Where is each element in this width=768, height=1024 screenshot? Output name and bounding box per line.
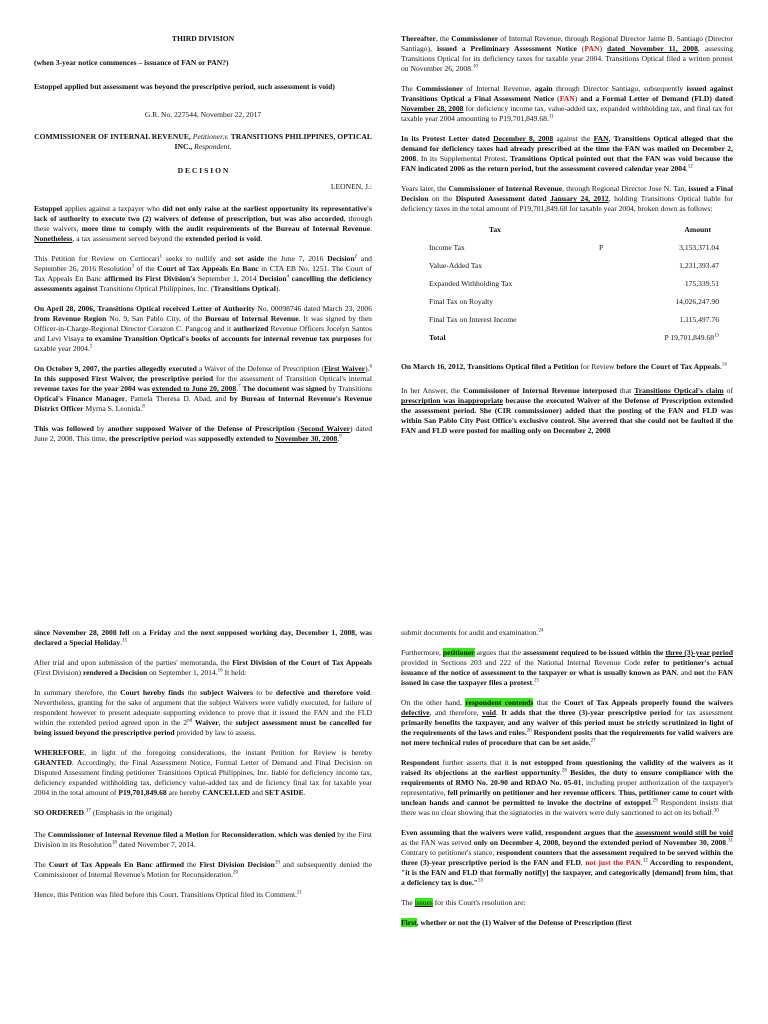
table-cell-currency [599, 258, 613, 276]
paragraph-final-decision: Years later, the Commissioner of Internal Revenue, through Regional Director Jose N. Tan, issued a Final Decision on the Disputed Assessment dated January 24, 2012, holding Transitions Optical liable for deficiency taxes in the total amount of P19,701,849.68 for taxable year 2004, broken down as follows: [401, 184, 734, 214]
paragraph-even-assuming: Even assuming that the waivers were valid, respondent argues that the assessment would still be void as the FAN was served only on December 4, 2008, beyond the extended period of November 30, 2008.31 Contrary to petitioner's stance, respondent counters that the assessment required to be served within the three (3)-year prescriptive period is the FAN and FLD, not just the PAN.$^{32}$ According to respondent, "it is the FAN and FLD that formally notif[y] the taxpayer, and categorically [demand] from him, that a deficiency tax is due."$^{33}$ [401, 828, 733, 888]
table-header-tax: Tax [489, 225, 501, 235]
table-cell-tax: Final Tax on Royalty [429, 297, 494, 307]
paragraph-protest-letter: In its Protest Letter dated December 8, 2008 against the FAN, Transitions Optical alleged that the demand for deficiency taxes had already prescribed at the time the FAN was mailed on December 2, 2008. In its Supplemental Protest, Transitions Optical pointed out that the FAN was void because the FAN indicated 2006 as the return period, but the assessment covered calendar year 2004.12 [401, 134, 733, 174]
paragraph-submit-documents: submit documents for audit and examination.$^{24}$ [401, 628, 544, 637]
table-cell-amount: 3,153,371.04 [679, 243, 719, 253]
paragraph-first-waiver: On October 9, 2007, the parties allegedly executed a Waiver of the Defense of Prescription (First Waiver).$^6$ In this supposed First Waiver, the prescriptive period for the assessment of Transition Optical's internal revenue taxes for the year 2004 was extended to June 20, 2008.$^7$ The document was signed by Transitions Optical's Finance Manager, Pamela Theresa D. Abad, and by Bureau of Internal Revenue's Revenue District Officer Myrna S. Leonida.$^8$ [34, 364, 373, 414]
table-header-amount: Amount [684, 225, 711, 235]
quoted-summary: In summary therefore, the Court hereby finds the subject Waivers to be defective and therefore void. Nevertheless, granting for the sake of argument that the subject Waivers were validly executed, for failure of respondent however to present adequate supporting evidence to prove that it issued the FAN and the FLD within the extended period agreed upon in the 2nd Waiver, the subject assessment must be cancelled for being issued beyond the prescriptive period provided by law to assess. [34, 688, 372, 738]
paragraph-petitioner-argues: Furthermore, petitioner argues that the assessment required to be issued within the three (3)-year period provided in Sections 203 and 222 of the National Internal Revenue Code refer to petitioner's actual issuance of the notice of assessment to the taxpayer or what is usually known as PAN, and not the FAN issued in case the taxpayer files a protest.$^{25}$ [401, 648, 734, 688]
paragraph-hence: Hence, this Petition was filed before this Court. Transitions Optical filed its Comment.$^{21}$ [34, 890, 303, 900]
case-parties: COMMISSIONER OF INTERNAL REVENUE, Petitioner,v. TRANSITIONS PHILIPPINES, OPTICAL INC., Respondent. [34, 132, 372, 152]
paragraph-first-issue: First, whether or not the (1) Waiver of the Defense of Prescription (first [401, 918, 632, 928]
table-total-amount: P 19,701,849.68$^{13}$ [664, 333, 719, 343]
table-cell-amount: 1,115,497.76 [679, 315, 719, 325]
table-total-label: Total [429, 333, 446, 343]
table-cell-tax: Expanded Withholding Tax [429, 279, 513, 289]
table-cell-tax: Value-Added Tax [429, 261, 483, 271]
paragraph-second-waiver: This was followed by another supposed Waiver of the Defense of Prescription (Second Waiver) dated June 2, 2008. This time, the prescriptive period was supposedly extended to November 30, 2008.$^9$ [34, 424, 372, 444]
paragraph-special-holiday: since November 28, 2008 fell on a Friday and the next supposed working day, December 1, 2008, was declared a Special Holiday.$^{15}$ [34, 628, 372, 648]
paragraph-letter-of-authority: On April 28, 2006, Transitions Optical received Letter of Authority No. 00098746 dated March 23, 2006 from Revenue Region No. 9, San Pablo City, of the Bureau of Internal Revenue. It was signed by then Officer-in-Charge-Regional Director Corazon C. Pangcog and it authorized Revenue Officers Jocelyn Santos and Levi Visaya to examine Transition Optical's books of accounts for internal revenue tax purposes for taxable year 2004.$^5$ [34, 304, 372, 354]
paragraph-first-division: After trial and upon submission of the parties' memoranda, the First Division of the Court of Tax Appeals (First Division) rendered a Decision on September 1, 2014.16 It held: [34, 658, 372, 678]
paragraph-issues: The issues for this Court's resolution are: [401, 898, 526, 908]
table-cell-currency: P [599, 243, 604, 253]
ponente: LEONEN, J.: [330, 182, 372, 192]
table-cell-amount: 1,231,393.47 [679, 261, 719, 271]
tax-breakdown-table [429, 222, 719, 348]
paragraph-pan: Thereafter, the Commissioner of Internal Revenue, through Regional Director Jaime B. Santiago (Director Santiago), issued a Preliminary Assessment Notice (PAN) dated November 11, 2008, assessing Transitions Optical for its deficiency taxes for taxable year 2004. Transitions Optical filed a written protest on November 26, 2008.10 [401, 34, 734, 74]
table-cell-tax: Income Tax [429, 243, 465, 253]
paragraph-cir-answer: In her Answer, the Commissioner of Internal Revenue interposed that Transitions Optical's claim of prescription was inappropriate because the executed Waiver of the Defense of Prescription extended the assessment period. She (CIR commissioner) added that the posting of the FAN and FLD was within San Pablo City Post Office's exclusive control. She averred that she could not be faulted if the FAN and FLD were posted for mailing only on December 2, 2008 [401, 386, 733, 436]
quoted-dispositive: WHEREFORE, in light of the foregoing considerations, the instant Petition for Review is hereby GRANTED. Accordingly, the Final Assessment Notice, Formal Letter of Demand and Final Decision on Disputed Assessment finding petitioner Transitions Optical Philippines, Inc. liable for deficiency income tax, deficiency expanded withholding tax, deficiency value-added tax and de ficiency final tax for taxable year 2004 in the total amount of P19,701,849.68 are hereby CANCELLED and SET ASIDE. [34, 748, 372, 798]
table-row [429, 258, 719, 276]
left-column-top [34, 34, 372, 444]
case-number: G.R. No. 227544, November 22, 2017 [144, 110, 262, 120]
table-cell-amount: 14,026,247.90 [675, 297, 719, 307]
paragraph-respondent-contends: On the other hand, respondent contends that the Court of Tax Appeals properly found the waivers defective, and therefore, void. It adds that the three (3)-year prescriptive period for tax assessment primarily benefits the taxpayer, and any waiver of this period must be strictly scrutinized in light of the requirements of the laws and rules.$^{26}$ Respondent posits that the requirements for valid waivers are not mere technical rules of procedure that can be set aside.$^{27}$ [401, 698, 734, 748]
paragraph-cta-petition: On March 16, 2012, Transitions Optical filed a Petition for Review before the Court of Tax Appeals.$^{14}$ [401, 362, 727, 372]
table-row [429, 294, 719, 312]
paragraph-fan: The Commissioner of Internal Revenue, again through Director Santiago, subsequently issued against Transitions Optical a Final Assessment Notice (FAN) and a Formal Letter of Demand (FLD) dated November 28, 2008 for deficiency income tax, value-added tax, expanded withholding tax, and final tax for taxable year 2004 amounting to P19,701,849.68.11 [401, 84, 734, 124]
table-cell-currency [599, 294, 613, 312]
table-total-row [429, 330, 719, 348]
table-cell-currency [599, 276, 613, 294]
left-column-bottom [34, 628, 372, 900]
right-column-top [401, 34, 733, 436]
paragraph-motion-reconsideration: The Commissioner of Internal Revenue filed a Motion for Reconsideration, which was denied by the First Division in its Resolution$^{18}$ dated November 7, 2014. [34, 830, 372, 850]
division-heading: THIRD DIVISION [171, 34, 235, 43]
table-cell-amount: 175,339.51 [684, 279, 719, 289]
issue-question: (when 3-year notice commences – issuance of FAN or PAN?) [34, 58, 229, 68]
doctrine-note: Estoppel applied but assessment was beyond the prescriptive period, such assessment is void) [34, 82, 335, 92]
right-column-bottom [401, 628, 733, 928]
paragraph-respondent-asserts: Respondent further asserts that it is not estopped from questioning the validity of the waivers as it raised its objections at the earliest opportunity.$^{28}$ Besides, the duty to ensure compliance with the requirements of RMO No. 20-90 and RDAO No. 05-01, including proper authorization of the taxpayer's representative, fell primarily on petitioner and her revenue officers. Thus, petitioner came to court with unclean hands and cannot be permitted to invoke the doctrine of estoppel.$^{29}$ Respondent insists that there was no clear showing that the signatories in the waivers were duly sanctioned to act on its behalf.$^{30}$ [401, 758, 734, 818]
table-row [429, 240, 719, 258]
paragraph-estoppel: Estoppel applies against a taxpayer who did not only raise at the earliest opportunity its representative's lack of authority to execute two (2) waivers of defense of prescription, but was also accorded, through these waivers, more time to comply with the audit requirements of the Bureau of Internal Revenue. Nonetheless, a tax assessment served beyond the extended period is void. [34, 204, 372, 244]
table-row [429, 312, 719, 330]
table-cell-tax: Final Tax on Interest Income [429, 315, 517, 325]
decision-heading: D E C I S I O N [177, 166, 229, 176]
so-ordered: SO ORDERED.$^{17}$ (Emphasis in the original) [34, 808, 172, 818]
paragraph-petition: This Petition for Review on Certiorari$^1$ seeks to nullify and set aside the June 7, 2016 Decision$^2$ and September 26, 2016 Resolution$^3$ of the Court of Tax Appeals En Banc in CTA EB No. 1251. The Court of Tax Appeals En Banc affirmed its First Division's September 1, 2014 Decision$^4$ cancelling the deficiency assessments against Transitions Optical Philippines, Inc. (Transitions Optical). [34, 254, 372, 294]
table-header-row [429, 222, 719, 240]
paragraph-en-banc: The Court of Tax Appeals En Banc affirmed the First Division Decision$^{19}$ and subsequently denied the Commissioner of Internal Revenue's Motion for Reconsideration.$^{20}$ [34, 860, 373, 880]
table-cell-currency [599, 312, 613, 330]
table-row [429, 276, 719, 294]
